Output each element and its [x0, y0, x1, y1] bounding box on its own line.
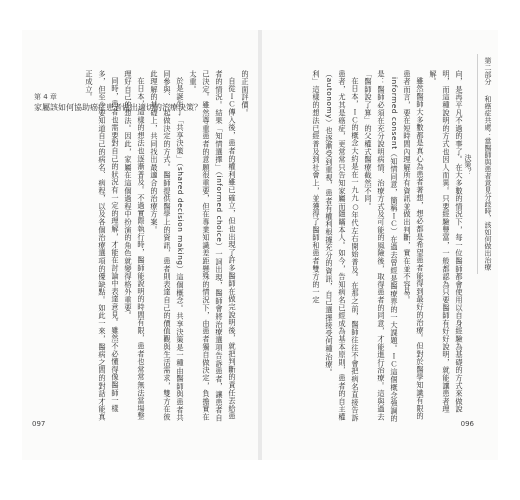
body-text-left — [74, 70, 252, 425]
paragraph: 同時，患者也需要對自己的狀況有一定的理解，才能在討論中表達意見。雖然不必懂得像醫師一樣多，但至少要知道自己的病名、病程，以及各個治療選項的優缺點。如此一來，醫病之間的對話才能真正成立。 — [85, 70, 120, 421]
chapter-label: 第 4 章 — [34, 93, 57, 101]
right-page — [262, 30, 498, 460]
body-text-right — [270, 70, 466, 425]
paragraph: 向，是再平凡不過的事了。在大多數的情況下，每一位醫師都會使用以自身經驗為基礎的方式來做說明，而這種說明的方式也因人而異。只要經驗豐富，一般都認為只要醫師有好好說明，就能讓患者理解。 — [429, 70, 464, 414]
paragraph: 在日本，這樣的想法也逐漸普及。不過實際執行時，醫師能說明的時間有限，患者也常常無法當場整理好自己的想法。因此，家屬在這個過程中扮演的角色就變得格外重要。 — [124, 70, 146, 421]
chapter-title: 家屬該如何協助癌症患者做出適切的治療決策？ — [34, 103, 202, 112]
part-title: 和癌症共處：當醫師與患者意見分歧時，該如何做出治療決策？ — [464, 95, 492, 271]
page-number-right: 096 — [460, 420, 474, 428]
paragraph: 的正面評價。 — [241, 70, 250, 117]
paragraph: informed consent（知情同意，簡稱ＩＣ）在過去曾經是醫療界的一大課題。ＩＣ這個概念強調的是：醫師必須在充分說明病情、治療方式及可能的風險後，取得患者的同意，才能進行治療。這與過去「醫師說了算」的父權式醫療截然不同。 — [364, 70, 399, 423]
paragraph: 雖然醫師大多數都是真心為患者著想，想必都是希望患者能得到最好的治療。但對於醫學知識有限的患者而言，要在短時間內理解所有資訊並做出判斷，實在並不容易。 — [403, 70, 425, 421]
paragraph: 自從ＩＣ傳入後，患者的權利雖已確立，但也出現了許多醫師在做完說明後，就把判斷的責任丟給患者的情況。結果「知情選擇」（informed choice）一詞出現，醫師會將治療選項告訴患者，讓患者自己決定。雖然尊重患者的意願很重要，但在專業知識差距懸殊的情況下，由患者獨自做決定，負擔實在太重。 — [189, 70, 237, 422]
left-page — [22, 30, 258, 460]
paragraph: 在日本，ＩＣ的概念大約是在一九九○年代左右開始普及。在那之前，醫師往往不會把病名直接告訴患者，尤其是癌症，更常常只告知家屬而隱瞞本人。如今，告知病名已經成為基本原則，患者的自主權（autonomy）也逐漸受到重視，患者有權利根據充分的資訊，自己選擇接受何種治療。 — [325, 70, 360, 423]
running-header-tab — [464, 54, 498, 274]
paragraph: 利」這樣的想法已經普及到社會上，並獲得了醫師和患者雙方的一定 — [312, 70, 321, 304]
paragraph: 於是誕生了「共享決策」（shared decision making）這個概念。共享決策是一種由醫師與患者共同參與、一起做決定的方式。醫師提供醫學上的資訊，患者則表達自己的價值觀與生活需求，雙方在彼此理解的基礎上，共同找出最適合的治療方案。 — [150, 70, 185, 422]
part-label: 第二部分 — [484, 57, 492, 86]
page-number-left: 097 — [32, 420, 46, 428]
